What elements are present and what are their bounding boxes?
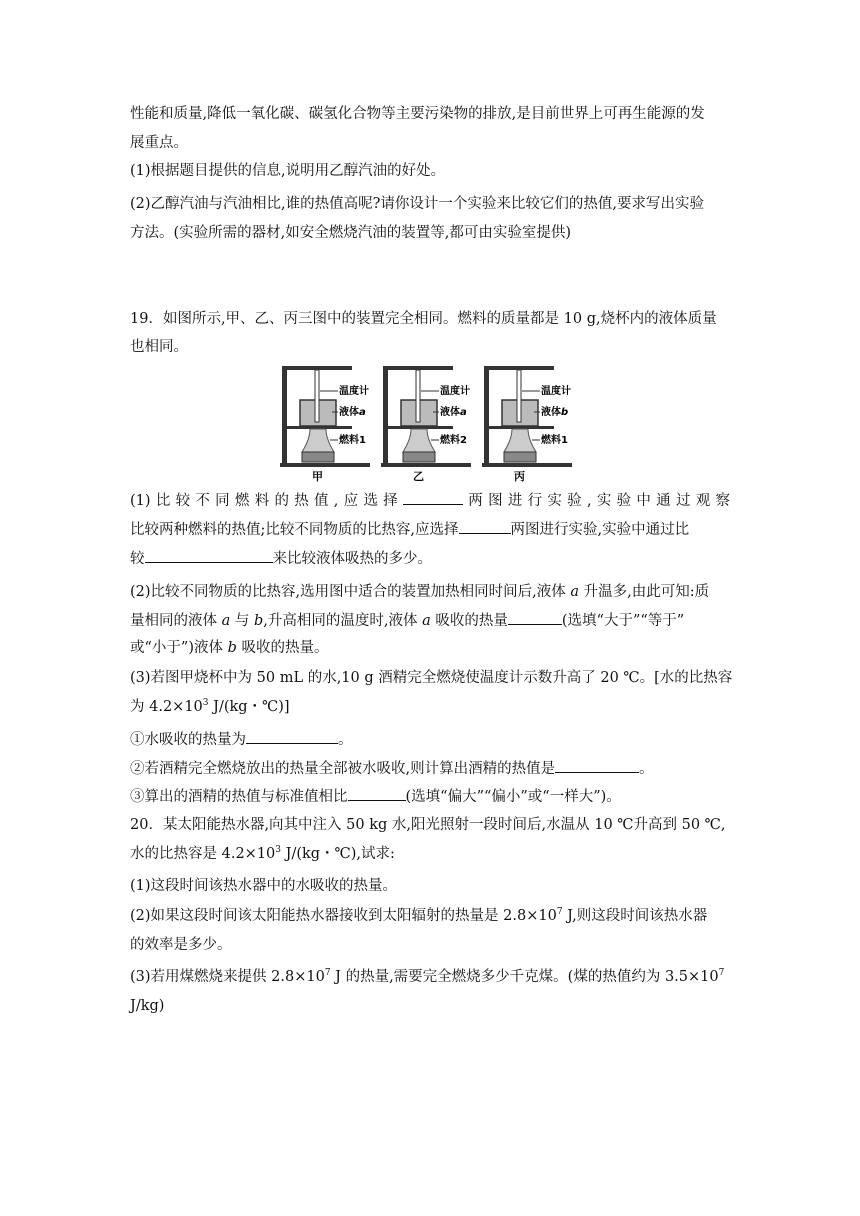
panel-label: 丙 xyxy=(514,470,525,483)
q19-sub-1-line-3: 较 来比较液体吸热的多少。 xyxy=(130,548,730,569)
q18-text-line-2: 展重点。 xyxy=(130,135,188,151)
answer-blank[interactable] xyxy=(403,490,463,505)
answer-blank[interactable] xyxy=(555,758,639,773)
q18-sub-2-line-2: 方法。(实验所需的器材,如安全燃烧汽油的装置等,都可由实验室提供) xyxy=(130,225,572,241)
answer-blank[interactable] xyxy=(459,519,511,534)
flame-icon xyxy=(403,429,435,452)
fuel-dish xyxy=(504,452,536,462)
stand-arm xyxy=(484,366,554,370)
liquid-label: 液体a xyxy=(339,407,366,418)
q19-calc-1: ①水吸收的热量为 。 xyxy=(130,729,730,750)
q20-sub-3-line-2: J/kg) xyxy=(130,998,165,1014)
stand-base xyxy=(280,463,370,467)
flame-icon xyxy=(302,429,334,452)
answer-blank[interactable] xyxy=(348,786,406,801)
liquid-label: 液体b xyxy=(541,407,569,418)
q20-sub-1: (1)这段时间该热水器中的水吸收的热量。 xyxy=(130,878,398,894)
stand-base xyxy=(381,463,471,467)
fuel-label: 燃料1 xyxy=(339,435,366,446)
panel-jia xyxy=(280,366,370,483)
q19-stem-line-1: 19．如图所示,甲、乙、丙三图中的装置完全相同。燃料的质量都是 10 g,烧杯内的液体质量 xyxy=(130,311,717,327)
stand-pole xyxy=(282,366,287,466)
fuel-dish xyxy=(403,452,435,462)
flame-icon xyxy=(504,429,536,452)
q19-sub-2-line-3: 或“小于”)液体 b 吸收的热量。 xyxy=(130,640,329,656)
stand-pole xyxy=(484,366,489,466)
q20-sub-2-line-2: 的效率是多少。 xyxy=(130,937,232,953)
q20-sub-2-line-1: (2)如果这段时间该太阳能热水器接收到太阳辐射的热量是 $2.8\times 10^7$ J,则这段时间该热水器 xyxy=(130,907,708,924)
answer-blank[interactable] xyxy=(508,610,562,625)
stand-arm xyxy=(383,366,453,370)
q19-calc-2: ②若酒精完全燃烧放出的热量全部被水吸收,则计算出酒精的热值是 。 xyxy=(130,758,730,779)
q19-sub-2-line-2: 量相同的液体 a 与 b,升高相同的温度时,液体 a 吸收的热量 (选填“大于”“等于” xyxy=(130,610,730,631)
q19-sub-1-line-2: 比较两种燃料的热值;比较不同物质的比热容,应选择 两图进行实验,实验中通过比 xyxy=(130,519,730,540)
panel-bing xyxy=(482,366,572,483)
q19-sub-2-line-1: (2)比较不同物质的比热容,选用图中适合的装置加热相同时间后,液体 a 升温多,由此可知:质 xyxy=(130,584,710,600)
fuel-dish xyxy=(302,452,334,462)
thermometer-icon xyxy=(416,370,420,422)
thermometer-icon xyxy=(315,370,319,422)
stand-pole xyxy=(383,366,388,466)
stand-arm xyxy=(282,366,352,370)
panel-label: 甲 xyxy=(312,470,323,483)
fuel-label: 燃料2 xyxy=(440,435,467,446)
q18-sub-1: (1)根据题目提供的信息,说明用乙醇汽油的好处。 xyxy=(130,163,446,179)
liquid-label: 液体a xyxy=(440,407,467,418)
thermometer-icon xyxy=(517,370,521,422)
q19-stem-line-2: 也相同。 xyxy=(130,339,188,355)
thermometer-label: 温度计 xyxy=(339,386,369,397)
q18-sub-2-line-1: (2)乙醇汽油与汽油相比,谁的热值高呢?请你设计一个实验来比较它们的热值,要求写出实验 xyxy=(130,196,705,212)
q20-stem-line-2: 水的比热容是 $4.2\times 10^3$ J/(kg・℃),试求: xyxy=(130,845,395,862)
panel-yi xyxy=(381,366,471,483)
q20-sub-3-line-1: (3)若用煤燃烧来提供 $2.8\times 10^7$ J 的热量,需要完全燃烧多少千克煤。(煤的热值约为 $3.5\times 10^7$ xyxy=(130,968,725,985)
answer-blank[interactable] xyxy=(246,729,338,744)
q20-stem-line-1: 20．某太阳能热水器,向其中注入 50 kg 水,阳光照射一段时间后,水温从 10 ℃升高到 50 ℃, xyxy=(130,817,726,833)
stand-base xyxy=(482,463,572,467)
q19-sub-3-line-1: (3)若图甲烧杯中为 50 mL 的水,10 g 酒精完全燃烧使温度计示数升高了 20 ℃。[水的比热容 xyxy=(130,670,733,686)
q18-text-line-1: 性能和质量,降低一氧化碳、碳氢化合物等主要污染物的排放,是目前世界上可再生能源的发 xyxy=(130,106,705,122)
answer-blank[interactable] xyxy=(145,548,273,563)
fuel-label: 燃料1 xyxy=(541,435,568,446)
q19-sub-3-line-2: 为 $4.2\times 10^3$ J/(kg・℃)] xyxy=(130,698,290,715)
q19-calc-3: ③算出的酒精的热值与标准值相比 (选填“偏大”“偏小”或“一样大”)。 xyxy=(130,786,730,807)
experiment-figure xyxy=(280,364,582,484)
thermometer-label: 温度计 xyxy=(541,386,571,397)
q19-sub-1-line-1: (1)比较不同燃料的热值,应选择 两图进行实验,实验中通过观察 xyxy=(130,490,730,511)
panel-label: 乙 xyxy=(413,470,424,483)
thermometer-label: 温度计 xyxy=(440,386,470,397)
